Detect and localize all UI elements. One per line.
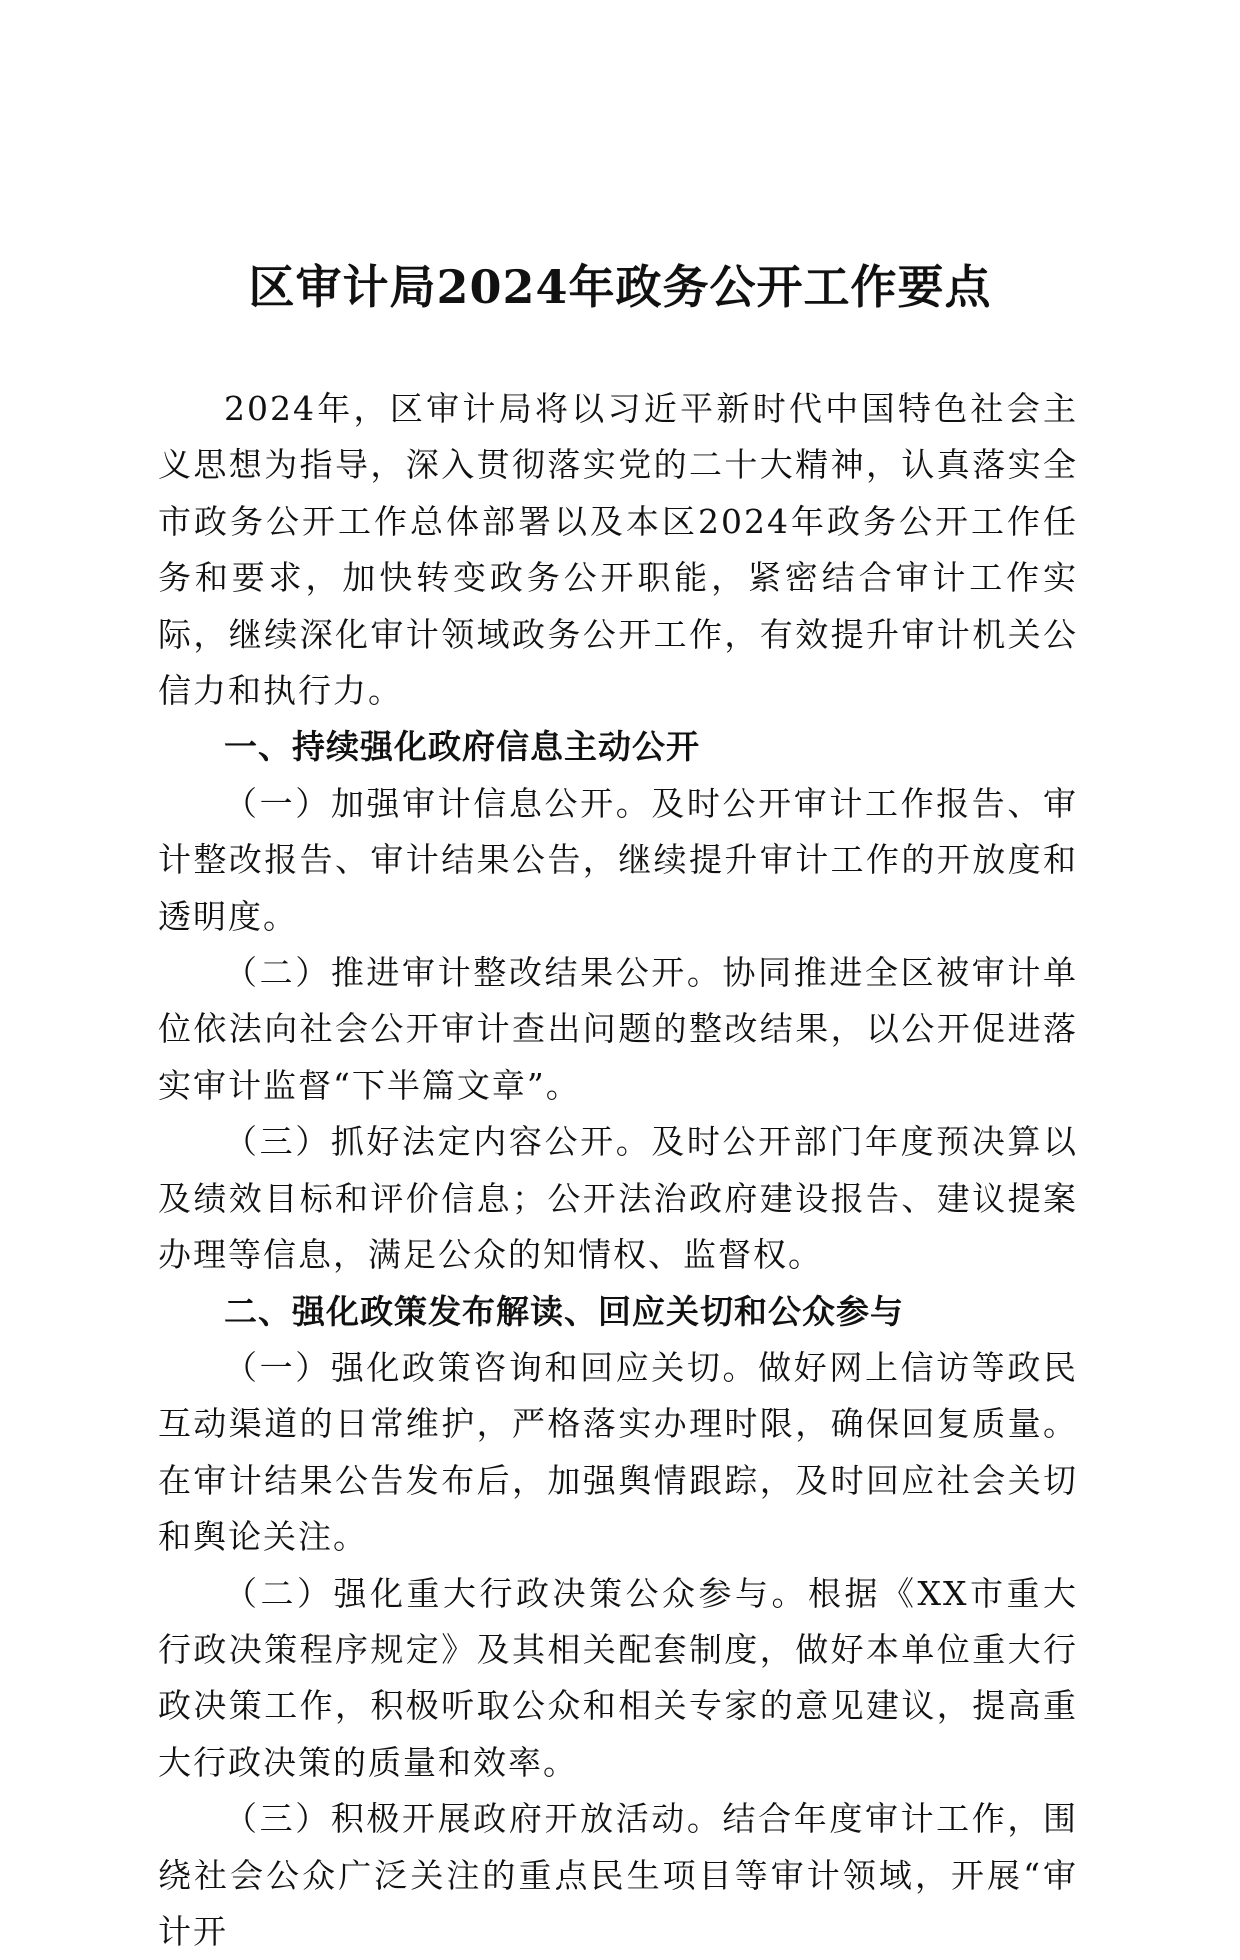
item-title: （二）强化重大行政决策公众参与。: [224, 1573, 808, 1613]
document-body: [158, 381, 1078, 1960]
document-title: 区审计局2024年政务公开工作要点: [248, 260, 992, 314]
section-2-item-3: [158, 1791, 1078, 1960]
item-title: （一）加强审计信息公开。: [224, 783, 652, 823]
section-1-item-1: [158, 776, 1078, 945]
section-2-item-2: [158, 1566, 1078, 1792]
item-text: 结合年度审计工作，围绕社会公众广泛关注的重点民生项目等审计领域，开展“审计开: [158, 1799, 1079, 1951]
item-text: 及时公开部门年度预决算以及绩效目标和评价信息；公开法治政府建设报告、建议提案办理等信息，满足公众的知情权、监督权。: [158, 1122, 1079, 1275]
intro-paragraph: 2024年，区审计局将以习近平新时代中国特色社会主义思想为指导，深入贯彻落实党的二十大精神，认真落实全市政务公开工作总体部署以及本区2024年政务公开工作任务和要求，加快转变政务公开职能，紧密结合审计工作实际，继续深化审计领域政务公开工作，有效提升审计机关公信力和执行力。: [158, 389, 1078, 711]
item-title: （三）积极开展政府开放活动。: [224, 1799, 723, 1839]
section-1-item-2: [158, 945, 1078, 1114]
item-title: （一）强化政策咨询和回应关切。: [224, 1347, 759, 1387]
item-text: 根据《XX市重大行政决策程序规定》及其相关配套制度，做好本单位重大行政决策工作，积极听取公众和相关专家的意见建议，提高重大行政决策的质量和效率。: [158, 1573, 1078, 1782]
item-title: （二）推进审计整改结果公开。: [224, 953, 723, 993]
section-2-item-1: [158, 1340, 1078, 1566]
item-text: 协同推进全区被审计单位依法向社会公开审计查出问题的整改结果，以公开促进落实审计监督“下半篇文章”。: [158, 953, 1079, 1105]
item-text: 做好网上信访等政民互动渠道的日常维护，严格落实办理时限，确保回复质量。在审计结果公告发布后，加强舆情跟踪，及时回应社会关切和舆论关注。: [158, 1347, 1079, 1557]
section-heading-2: 二、强化政策发布解读、回应关切和公众参与: [224, 1291, 904, 1331]
section-heading-1: 一、持续强化政府信息主动公开: [224, 727, 700, 767]
item-title: （三）抓好法定内容公开。: [224, 1122, 652, 1162]
section-1-item-3: [158, 1114, 1078, 1283]
item-text: 及时公开审计工作报告、审计整改报告、审计结果公告，继续提升审计工作的开放度和透明度。: [158, 783, 1079, 936]
